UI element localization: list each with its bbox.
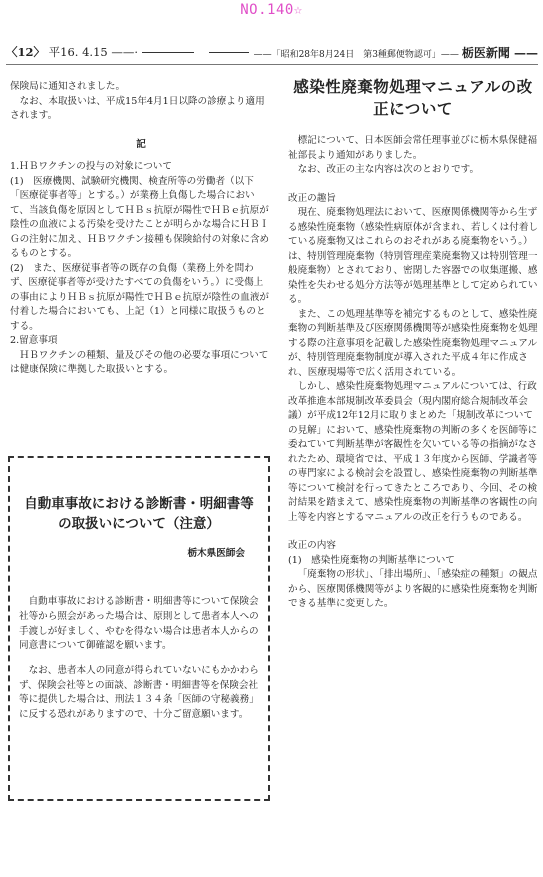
paragraph: 「廃棄物の形状」、「排出場所」、「感染症の種類」の観点から、医療関係機関等がより客観的に感染性廃棄物を判断できる基準に変更した。 — [288, 569, 538, 609]
notice-content — [19, 480, 259, 733]
header-rule-segment — [209, 52, 249, 53]
paragraph: 現在、廃棄物処理法において、医療関係機関等から生ずる感染性廃棄物（感染性病原体が含まれ、若しくは付着している廃棄物又はこれらのおそれがある廃棄物をいう。）は、特別管理廃棄物（特別管理産業廃棄物又は特別管理一般廃棄物）とされており、密閉した容器での収集運搬、感染性を失わせる処分方法等が処理基準として定められている。 — [288, 207, 539, 305]
paragraph: また、この処理基準等を補完するものとして、感染性廃棄物の判断基準及び医療関係機関等が感染性廃棄物を処理する際の注意事項を記載した感染性廃棄物処理マニュアルが、特別管理廃棄物制度が導入された平成４年に作成され、医療現場等で広く活用されている。 — [288, 308, 538, 378]
article-title: 感染性廃棄物処理マニュアルの改正について — [293, 78, 533, 118]
header-divider — [6, 64, 538, 65]
paragraph: しかし、感染性廃棄物処理マニュアルについては、行政改革推進本部規制改革委員会（現内閣府総合規制改革会議）が平成12年12月に取りまとめた「規制改革についての見解」において、感染性廃棄物の判断の多くを医師等に委ねていて判断基準が客観性を欠いている等の指摘がなされたため、環境省では、平成１３年度から医師、学識者等の専門家による検討会を設置し、感染性廃棄物の判断基準等について検討を行ってきたところであり、今回、その検討結果を踏まえて、感染性廃棄物の判断基準の客観性の向上等を内容とするマニュアルの改正を行うものである。 — [288, 381, 538, 523]
newspaper-name: 栃医新聞 —— — [461, 46, 538, 60]
postal-license: ——「昭和28年8月24日 第3種郵便物認可」—— — [253, 50, 459, 60]
paragraph: なお、本取扱いは、平成15年4月1日以降の診療より適用されます。 — [10, 95, 265, 121]
list-item: (1) 感染性廃棄物の判断基準について — [288, 554, 455, 566]
paragraph: (2) また、医療従事者等の既存の負傷（業務上外を問わず、医療従事者等が受けたすべての負傷をいう。）に受傷上の事由によりＨＢｓ抗原が陽性でＨＢｅ抗原が陰性の血液が付着した場合においても、上記（1）と同様に取扱うものとする。 — [10, 262, 270, 332]
paragraph: なお、患者本人の同意が得られていないにもかかわらず、保険会社等との面談、診断書・明細書等を保険会社等に提供した場合は、刑法１３４条「医師の守秘義務」に反する恐れがありますので、十分ご留意願います。 — [19, 664, 259, 721]
document-stamp: NO.140☆ — [240, 2, 303, 18]
section-heading: 改正の内容 — [288, 540, 336, 551]
notice-title: 自動車事故における診断書・明細書等の取扱いについて（注意） — [24, 495, 254, 532]
notice-organization: 栃木県医師会 — [187, 548, 245, 559]
ki-heading: 記 — [136, 138, 146, 150]
section-heading: 1.ＨＢワクチンの投与の対象について — [10, 161, 172, 172]
header-masthead — [254, 44, 538, 61]
page-number: 〈12〉 — [6, 45, 46, 59]
section-heading: 改正の趣旨 — [288, 192, 336, 204]
header-rule-segment — [142, 52, 194, 53]
paragraph: (1) 医療機関、試験研究機関、検査所等の労働者（以下「医療従事者等」とする。）が業務上負傷した場合において、当該負傷を原因としてＨＢｓ抗原が陽性でＨＢｅ抗原が陰性の血液による汚染を受けたことが明らかな場合にＨＢＩＧの注射に加え、ＨＢワクチン接種も保険給付の対象に含めるものとする。 — [10, 175, 270, 259]
right-column — [288, 76, 538, 612]
header-issue — [6, 44, 138, 60]
left-column — [10, 80, 272, 378]
paragraph: 標記について、日本医師会常任理事並びに栃木県保健福祉部長より通知がありました。 — [288, 135, 538, 161]
header-dash: ——· — [111, 45, 139, 59]
paragraph: 自動車事故における診断書・明細書等について保険会社等から照会があった場合は、原則として患者本人への手渡しが好ましく、やむを得ない場合は患者本人からの同意書について御確認を願います。 — [19, 595, 259, 652]
notice-box — [8, 456, 270, 801]
paragraph: ＨＢワクチンの種類、量及びその他の必要な事項については健康保険に準拠した取扱いとする。 — [10, 349, 269, 375]
paragraph: なお、改正の主な内容は次のとおりです。 — [297, 164, 480, 175]
issue-date: 平16. 4.15 — [48, 45, 108, 59]
paragraph: 保険局に通知されました。 — [10, 81, 126, 92]
section-heading: 2.留意事項 — [10, 335, 58, 346]
page-header — [6, 44, 538, 62]
